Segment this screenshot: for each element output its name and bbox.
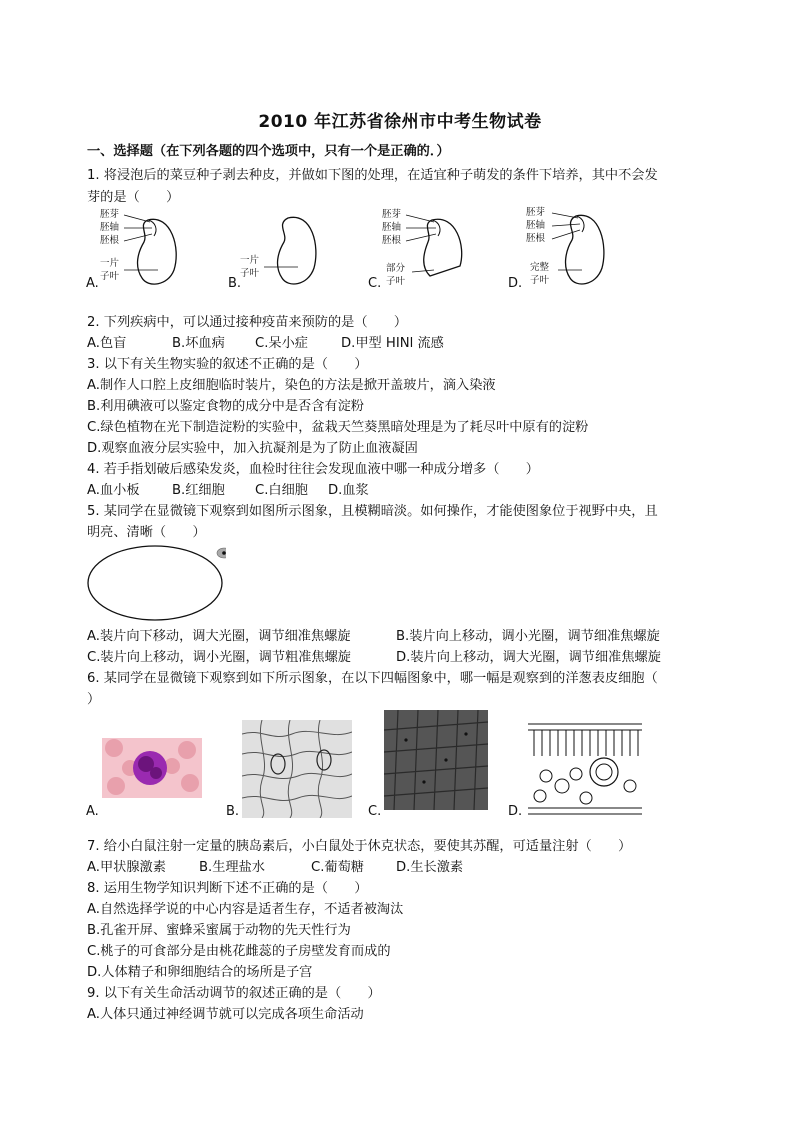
q6-option-b-label: B. xyxy=(226,804,240,819)
q5-stem-line2: 明亮、清晰（ ） xyxy=(87,525,206,540)
label-ziye: 子叶 xyxy=(530,275,550,286)
bean-seed-diagram-b xyxy=(228,208,338,293)
onion-epidermis-image xyxy=(384,710,488,810)
q1-figure-d xyxy=(508,206,618,294)
label-peiya: 胚芽 xyxy=(526,207,546,218)
q4-option-b: B.红细胞 xyxy=(172,483,225,498)
q1-figure-b xyxy=(228,208,338,293)
q5-microscope-field xyxy=(86,543,226,623)
q1-option-d-label: D. xyxy=(508,276,523,291)
q2-stem: 2. 下列疾病中，可以通过接种疫苗来预防的是（ ） xyxy=(87,315,408,330)
q3-stem: 3. 以下有关生物实验的叙述不正确的是（ ） xyxy=(87,357,368,372)
q7-option-a: A.甲状腺激素 xyxy=(87,860,166,875)
q5-stem-line1: 5. 某同学在显微镜下观察到如图所示图象，且模糊暗淡。如何操作，才能使图象位于视野中央，且 xyxy=(87,504,658,519)
field-of-view-diagram xyxy=(86,543,226,623)
q6-option-d-label: D. xyxy=(508,804,523,819)
q6-figure-c xyxy=(368,710,503,822)
q1-option-b-label: B. xyxy=(228,276,242,291)
q7-stem: 7. 给小白鼠注射一定量的胰岛素后，小白鼠处于休克状态，要使其苏醒，可适量注射（ ） xyxy=(87,839,632,854)
q6-stem-line1: 6. 某同学在显微镜下观察到如下所示图象，在以下四幅图象中，哪一幅是观察到的洋葱表皮细胞（ xyxy=(87,671,658,686)
q9-stem: 9. 以下有关生命活动调节的叙述正确的是（ ） xyxy=(87,986,381,1001)
q7-option-c: C.葡萄糖 xyxy=(311,860,364,875)
label-peiya: 胚芽 xyxy=(100,209,120,220)
q5-option-c: C.装片向上移动，调小光圈，调节粗准焦螺旋 xyxy=(87,650,351,665)
label-yipian: 一片 xyxy=(100,258,120,269)
q2-option-b: B.坏血病 xyxy=(172,336,225,351)
q4-option-c: C.白细胞 xyxy=(255,483,308,498)
q8-option-d: D.人体精子和卵细胞结合的场所是子宫 xyxy=(87,965,313,980)
q3-option-b: B.利用碘液可以鉴定食物的成分中是否含有淀粉 xyxy=(87,399,364,414)
q8-option-a: A.自然选择学说的中心内容是适者生存，不适者被淘汰 xyxy=(87,902,404,917)
q4-option-d: D.血浆 xyxy=(328,483,369,498)
label-peizhou: 胚轴 xyxy=(526,220,546,231)
bean-seed-diagram-a xyxy=(86,208,196,293)
leaf-cross-section-image xyxy=(526,716,644,816)
q2-option-a: A.色盲 xyxy=(87,336,127,351)
q1-option-c-label: C. xyxy=(368,276,382,291)
q8-option-b: B.孔雀开屏、蜜蜂采蜜属于动物的先天性行为 xyxy=(87,923,351,938)
q1-figure-a xyxy=(86,208,196,293)
q6-option-c-label: C. xyxy=(368,804,382,819)
label-ziye: 子叶 xyxy=(100,271,120,282)
label-bufen: 部分 xyxy=(386,263,406,274)
bean-seed-diagram-d xyxy=(508,206,618,294)
q8-stem: 8. 运用生物学知识判断下述不正确的是（ ） xyxy=(87,881,368,896)
bean-seed-diagram-c xyxy=(368,208,478,293)
q3-option-c: C.绿色植物在光下制造淀粉的实验中，盆栽天竺葵黑暗处理是为了耗尽叶中原有的淀粉 xyxy=(87,420,589,435)
label-peizhou: 胚轴 xyxy=(382,222,402,233)
q2-option-d: D.甲型 HINl 流感 xyxy=(341,336,444,351)
q2-option-c: C.呆小症 xyxy=(255,336,308,351)
q1-stem-line2: 芽的是（ ） xyxy=(87,190,180,205)
label-ziye: 子叶 xyxy=(386,276,406,287)
q5-option-a: A.装片向下移动，调大光圈，调节细准焦螺旋 xyxy=(87,629,351,644)
label-peizhou: 胚轴 xyxy=(100,222,120,233)
q9-option-a: A.人体只通过神经调节就可以完成各项生命活动 xyxy=(87,1007,364,1022)
label-peiya: 胚芽 xyxy=(382,209,402,220)
leaf-epidermis-image xyxy=(242,720,352,818)
label-ziye: 子叶 xyxy=(240,268,260,279)
q3-option-d: D.观察血液分层实验中，加入抗凝剂是为了防止血液凝固 xyxy=(87,441,418,456)
section-heading: 一、选择题（在下列各题的四个选项中，只有一个是正确的．） xyxy=(87,144,450,159)
label-yipian: 一片 xyxy=(240,255,260,266)
q6-option-a-label: A. xyxy=(86,804,99,819)
label-peigen: 胚根 xyxy=(382,235,402,246)
q4-stem: 4. 若手指划破后感染发炎，血检时往往会发现血液中哪一种成分增多（ ） xyxy=(87,462,539,477)
q1-option-a-label: A. xyxy=(86,276,99,291)
q1-stem-line1: 1. 将浸泡后的菜豆种子剥去种皮，并做如下图的处理，在适宜种子萌发的条件下培养，其中不会发 xyxy=(87,168,658,183)
label-peigen: 胚根 xyxy=(526,233,546,244)
q7-option-d: D.生长激素 xyxy=(396,860,464,875)
q6-figure-b xyxy=(226,720,361,822)
blood-cells-image xyxy=(102,738,202,798)
page-title: 2010 年江苏省徐州市中考生物试卷 xyxy=(258,112,542,132)
q1-figure-c xyxy=(368,208,478,293)
q4-option-a: A.血小板 xyxy=(87,483,140,498)
label-wanzheng: 完整 xyxy=(530,262,550,273)
q5-option-d: D.装片向上移动，调大光圈，调节细准焦螺旋 xyxy=(396,650,661,665)
q5-option-b: B.装片向上移动，调小光圈，调节细准焦螺旋 xyxy=(396,629,660,644)
q6-figure-a xyxy=(86,730,206,822)
q6-figure-d xyxy=(508,716,648,822)
label-peigen: 胚根 xyxy=(100,235,120,246)
q7-option-b: B.生理盐水 xyxy=(199,860,265,875)
q3-option-a: A.制作人口腔上皮细胞临时装片，染色的方法是掀开盖玻片，滴入染液 xyxy=(87,378,496,393)
q6-stem-line2: ） xyxy=(87,692,101,707)
q8-option-c: C.桃子的可食部分是由桃花雌蕊的子房壁发育而成的 xyxy=(87,944,391,959)
